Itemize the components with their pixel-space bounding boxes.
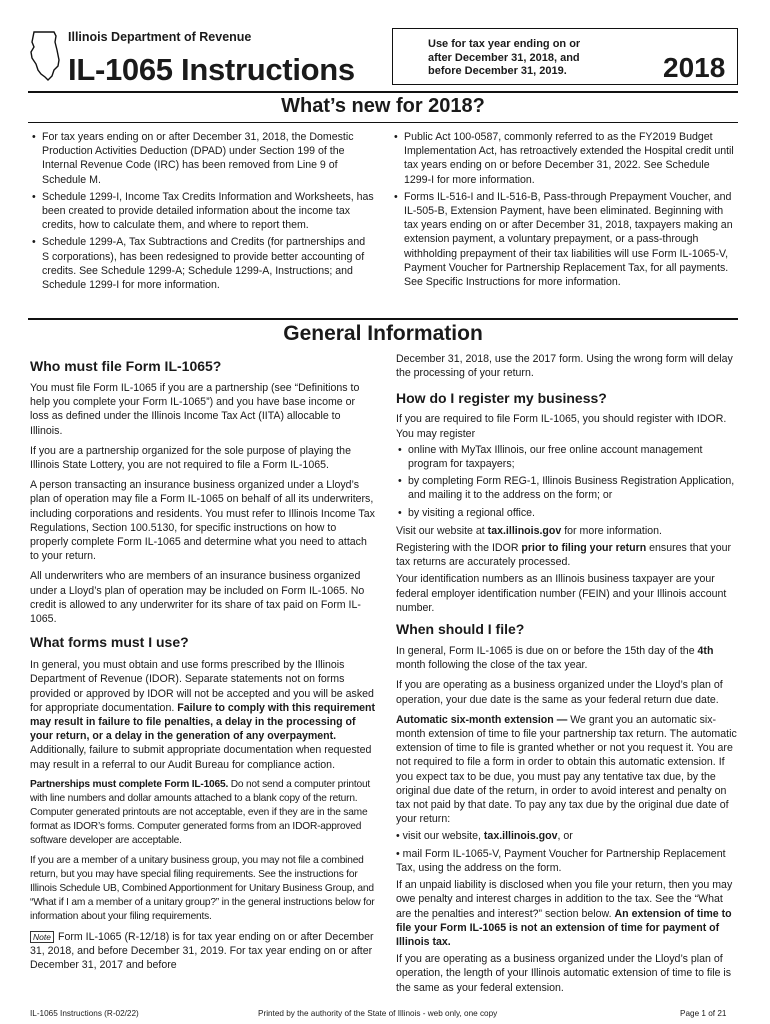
paragraph: • mail Form IL-1065-V, Payment Voucher for Partnership Replacement Tax, using the address on the form.: [396, 847, 726, 874]
list-item: • For tax years ending on or after December 31, 2018, the Domestic Production Activities Deduction (DPAD) under Section 199 of the Internal Revenue Code (IRC) has been removed from Line 9 of Schedule M.: [30, 130, 375, 187]
note-icon: Note: [30, 931, 54, 943]
whats-new-heading: What’s new for 2018?: [281, 95, 485, 117]
what-forms-heading: What forms must I use?: [30, 634, 189, 651]
paragraph: Your identification numbers as an Illinois business taxpayer are your federal employer identification number (FEIN) and your Illinois account number.: [396, 573, 727, 614]
footer-page-number: Page 1 of 21: [680, 1009, 727, 1018]
paragraph: If you are operating as a business organized under the Lloyd’s plan of operation, the length of your Illinois automatic extension of time to file is the same as your federal extension.: [396, 953, 732, 994]
paragraph: A person transacting an insurance business organized under a Lloyd’s plan of operation may file a Form IL-1065 on behalf of all its underwriters, including corporations and residents. You must refer to Illinois Income Tax Regulations, Section 100.5130, for specific instructions on how to properly complete Form IL-1065 and determine what you need to attach to your return.: [30, 479, 375, 563]
paragraph: In general, Form IL-1065 is due on or before the 15th day of the 4th month following the close of the tax year.: [396, 645, 714, 672]
paragraph: If you are operating as a business organized under the Lloyd’s plan of operation, your due date is the same as your federal return due date.: [396, 679, 723, 706]
footer-form-id: IL-1065 Instructions (R-02/22): [30, 1009, 139, 1018]
tax-year: 2018: [663, 52, 726, 83]
paragraph: If an unpaid liability is disclosed when you file your return, then you may owe penalty and interest charges in addition to the tax. See the “What are the penalties and interest?” section below. An extension of time to file your Form IL-1065 is not an extension of time for payment of Illinois tax.: [396, 879, 733, 948]
paragraph: You must file Form IL-1065 if you are a partnership (see “Definitions to help you complete your Form IL-1065”) and you have base income or loss as defined under the Illinois Income Tax Act (IITA) allocable to Illinois.: [30, 382, 360, 437]
page-title: IL-1065 Instructions: [68, 52, 355, 87]
who-must-file-heading: Who must file Form IL-1065?: [30, 358, 222, 374]
note-continuation: December 31, 2018, use the 2017 form. Using the wrong form will delay the processing of your return.: [396, 353, 733, 380]
list-item: • Forms IL-516-I and IL-516-B, Pass-through Prepayment Voucher, and IL-505-B, Extension Payment, have been eliminated. Beginning with tax years ending on or after December 31, 2018, taxpayers making an extension payment, a voluntary prepayment, or a pass-through withholding prepayment of their tax liabilities will use Form IL-1065-V, Payment Voucher for Partnership Replacement Tax, for all payments. See Specific Instructions for more information.: [392, 190, 738, 289]
divider: [28, 318, 738, 320]
agency-name: Illinois Department of Revenue: [68, 30, 252, 44]
website-link[interactable]: tax.illinois.gov: [487, 524, 562, 537]
list-item: • Schedule 1299-I, Income Tax Credits Information and Worksheets, has been created to provide detailed information about the income tax credits, how to calculate them, and where to report them.: [30, 190, 375, 233]
list-item: • Public Act 100-0587, commonly referred to as the FY2019 Budget Implementation Act, has retroactively extended the Hospital credit until tax years ending on or before December 31, 2022. See Schedule 1299-I for more information.: [392, 130, 738, 187]
right-column: [396, 352, 738, 1001]
whats-new-left-column: [30, 130, 375, 295]
paragraph: Visit our website at tax.illinois.gov for more information.: [396, 524, 662, 537]
when-file-heading: When should I file?: [396, 621, 525, 638]
paragraph: If you are a partnership organized for the sole purpose of playing the Illinois State Lottery, you are not required to file a Form IL-1065.: [30, 444, 351, 472]
general-info-heading: General Information: [283, 322, 483, 345]
left-column: [30, 352, 375, 978]
list-item: • by completing Form REG-1, Illinois Business Registration Application, and mailing it to the address on the form; or: [396, 474, 738, 502]
list-item: • by visiting a regional office.: [396, 506, 738, 520]
paragraph: All underwriters who are members of an insurance business organized under a Lloyd’s plan of operation may be included on Form IL-1065. No credit is allowed to any underwriter for its share of tax paid on Form IL-1065.: [30, 570, 365, 626]
tax-year-note: Use for tax year ending on or after December 31, 2018, and before December 31, 2019.: [428, 38, 581, 77]
paragraph: Partnerships must complete Form IL-1065. Do not send a computer printout with line numbers and dollar amounts attached to a blank copy of the return. Computer generated printouts are not acceptable, even if they are in the same format as IDOR’s forms. Computer generated forms from an IDOR-approved software developer are acceptable.: [30, 778, 371, 846]
website-link[interactable]: tax.illinois.gov: [483, 830, 558, 843]
register-heading: How do I register my business?: [396, 390, 607, 407]
paragraph: If you are a member of a unitary business group, you may not file a combined return, but you may have special filing requirements. See the instructions for Illinois Schedule UB, Combined Apportionment for Unitary Business Group, and “What if I am a member of a unitary group?” in the general instructions below for information about your filing requirements.: [30, 854, 375, 922]
paragraph: Registering with the IDOR prior to filing your return ensures that your tax returns are accurately processed.: [396, 542, 731, 569]
paragraph: • visit our website, tax.illinois.gov, or: [396, 830, 573, 843]
list-item: • Schedule 1299-A, Tax Subtractions and Credits (for partnerships and S corporations), has been redesigned to provide better accounting of credits. See Schedule 1299-A; Schedule 1299-A, Instructions; and Schedule 1299-I for more information.: [30, 235, 375, 292]
divider: [28, 122, 738, 123]
paragraph: If you are required to file Form IL-1065, you should register with IDOR. You may register: [396, 413, 727, 440]
note: Note Form IL-1065 (R-12/18) is for tax year ending on or after December 31, 2018, and before December 31, 2019. For tax year ending on or after December 31, 2017 and before: [30, 930, 374, 972]
footer-printed-by: Printed by the authority of the State of Illinois - web only, one copy: [258, 1009, 498, 1018]
illinois-map-icon: [28, 30, 62, 82]
whats-new-right-column: [392, 130, 738, 292]
paragraph: In general, you must obtain and use forms prescribed by the Illinois Department of Revenue (IDOR). Separate statements not on forms provided or approved by IDOR will not be accepted and you will be asked for appropriate documentation. Failure to comply with this requirement may result in failure to file penalties, a delay in the processing of your return, or a delay in the generation of any overpayment. Additionally, failure to submit appropriate documentation when requested may result in a referral to our Audit Bureau for compliance action.: [30, 659, 376, 771]
list-item: • online with MyTax Illinois, our free online account management program for taxpayers;: [396, 443, 738, 471]
paragraph: Automatic six-month extension — We grant you an automatic six-month extension of time to file your partnership tax return. The automatic extension of time to file is granted whether or not you request it. You are not required to file a form in order to obtain this automatic extension. If you expect tax to be due, you must pay any tentative tax due, by the original due date of the return, in order to avoid interest and penalty on tax not paid by that date. To pay any tax due by the original due date of your return:: [396, 713, 737, 826]
divider: [28, 91, 738, 93]
